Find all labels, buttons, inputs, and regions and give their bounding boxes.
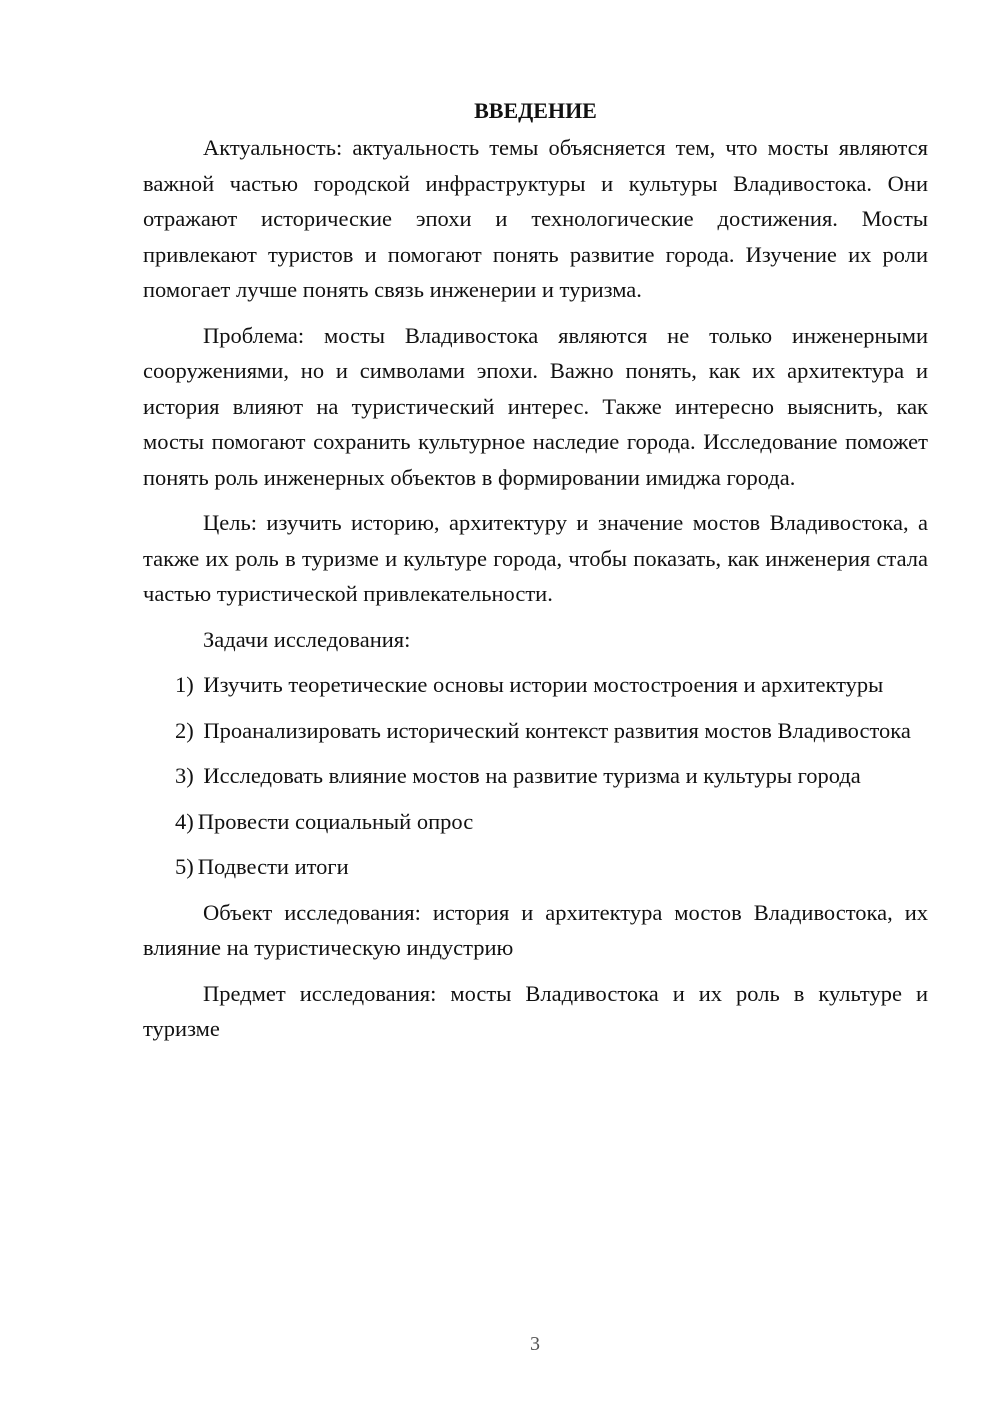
tasks-list — [143, 667, 928, 885]
list-item — [143, 849, 928, 885]
list-item-text: Исследовать влияние мостов на развитие туризма и культуры города — [203, 763, 861, 788]
document-page — [143, 96, 928, 1047]
subject-paragraph: Предмет исследования: мосты Владивостока и их роль в культуре и туризме — [143, 980, 928, 1041]
object-paragraph: Объект исследования: история и архитектура мостов Владивостока, их влияние на туристическую индустрию — [143, 899, 928, 960]
list-item — [143, 804, 928, 840]
problem-paragraph: Проблема: мосты Владивостока являются не только инженерными сооружениями, но и символами эпохи. Важно понять, как их архитектура и история влияют на туристический интерес. Также интересно выяснить, как мосты помогают сохранить культурное наследие города. Исследование поможет понять роль инженерных объектов в формировании имиджа города. — [143, 322, 928, 490]
page-number: 3 — [530, 1333, 540, 1355]
list-item-number: 2) — [175, 717, 194, 743]
list-item-text: Подвести итоги — [197, 854, 349, 879]
list-item-number: 3) — [175, 763, 194, 788]
list-item-text: Проанализировать исторический контекст развития мостов Владивостока — [203, 717, 911, 743]
list-item — [143, 758, 928, 794]
list-item — [143, 667, 928, 703]
goal-paragraph: Цель: изучить историю, архитектуру и значение мостов Владивостока, а также их роль в туризме и культуре города, чтобы показать, как инженерия стала частью туристической привлекательности. — [143, 510, 928, 606]
tasks-heading: Задачи исследования: — [203, 626, 411, 652]
list-item-text: Провести социальный опрос — [197, 808, 474, 834]
list-item-text: Изучить теоретические основы истории мостостроения и архитектуры — [203, 672, 884, 697]
list-item-number: 5) — [175, 854, 194, 879]
list-item-number: 1) — [175, 672, 194, 697]
list-item-number: 4) — [175, 808, 194, 834]
list-item — [143, 713, 928, 749]
page-title: ВВЕДЕНИЕ — [474, 98, 597, 123]
relevance-paragraph: Актуальность: актуальность темы объясняется тем, что мосты являются важной частью городской инфраструктуры и культуры Владивостока. Они отражают исторические эпохи и технологические достижения. Мосты привлекают туристов и помогают понять развитие города. Изучение их роли помогает лучше понять связь инженерии и туризма. — [143, 135, 928, 302]
